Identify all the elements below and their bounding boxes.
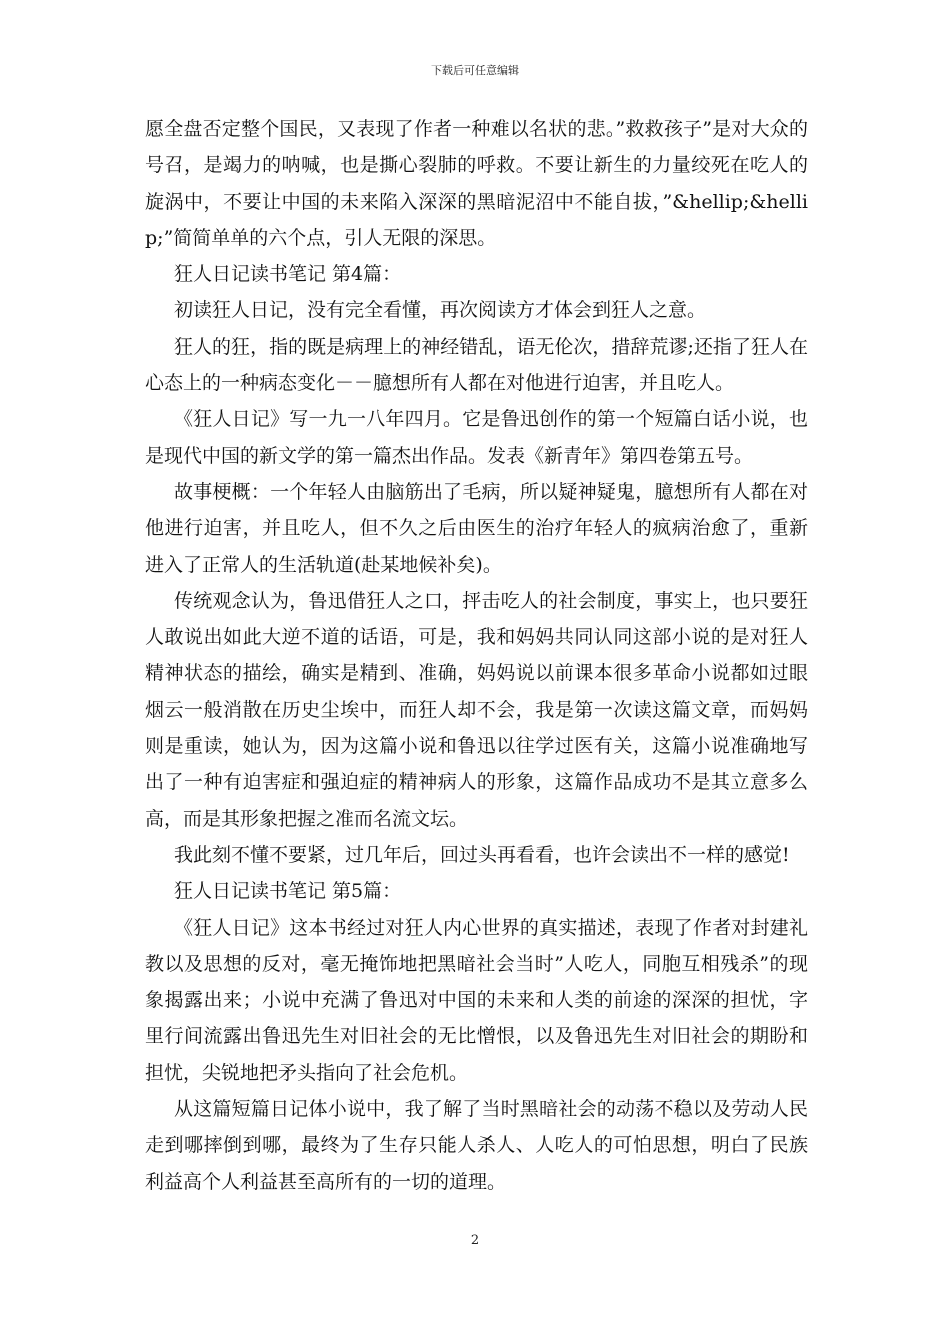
paragraph: 从这篇短篇日记体小说中，我了解了当时黑暗社会的动荡不稳以及劳动人民走到哪摔倒到哪，最终为了生存只能人杀人、人吃人的可怕思想，明白了民族利益高个人利益甚至高所有的一切的道理。 — [145, 1098, 808, 1193]
paragraph: 《狂人日记》写一九一八年四月。它是鲁迅创作的第一个短篇白话小说，也是现代中国的新文学的第一篇杰出作品。发表《新青年》第四卷第五号。 — [145, 408, 808, 467]
paragraph: 传统观念认为，鲁迅借狂人之口，抨击吃人的社会制度，事实上，也只要狂人敢说出如此大逆不道的话语，可是，我和妈妈共同认同这部小说的是对狂人精神状态的描绘，确实是精到、准确，妈妈说以前课本很多革命小说都如过眼烟云一般消散在历史尘埃中，而狂人却不会，我是第一次读这篇文章，而妈妈则是重读，她认为，因为这篇小说和鲁迅以往学过医有关，这篇小说准确地写出了一种有迫害症和强迫症的精神病人的形象，这篇作品成功不是其立意多么高，而是其形象把握之准而名流文坛。 — [145, 589, 808, 830]
paragraph: 我此刻不懂不要紧，过几年后，回过头再看看，也许会读出不一样的感觉! — [174, 843, 790, 866]
section-heading-4: 狂人日记读书笔记 第4篇： — [174, 263, 402, 286]
section-heading-5: 狂人日记读书笔记 第5篇： — [174, 880, 402, 903]
page-number: 2 — [470, 1233, 480, 1248]
paragraph: 狂人的狂，指的既是病理上的神经错乱，语无伦次，措辞荒谬;还指了狂人在心态上的一种病态变化－－臆想所有人都在对他进行迫害，并且吃人。 — [145, 335, 808, 395]
paragraph: 故事梗概：一个年轻人由脑筋出了毛病，所以疑神疑鬼，臆想所有人都在对他进行迫害，并且吃人，但不久之后由医生的治疗年轻人的疯病治愈了，重新进入了正常人的生活轨道(赴某地候补矣)。 — [145, 480, 808, 576]
document-body — [145, 111, 808, 1200]
paragraph-continuation: 愿全盘否定整个国民，又表现了作者一种难以名状的悲。”救救孩子”是对大众的号召，是竭力的呐喊，也是撕心裂肺的呼救。不要让新生的力量绞死在吃人的旋涡中，不要让中国的未来陷入深深的黑暗泥沼中不能自拔，”&hellip;&hellip;”简简单单的六个点，引人无限的深思。 — [145, 118, 808, 249]
page-header: 下载后可任意编辑 — [431, 64, 519, 77]
paragraph: 初读狂人日记，没有完全看懂，再次阅读方才体会到狂人之意。 — [174, 299, 707, 322]
paragraph: 《狂人日记》这本书经过对狂人内心世界的真实描述，表现了作者对封建礼教以及思想的反对，毫无掩饰地把黑暗社会当时”人吃人，同胞互相残杀”的现象揭露出来；小说中充满了鲁迅对中国的未来和人类的前途的深深的担忧，字里行间流露出鲁迅先生对旧社会的无比憎恨，以及鲁迅先生对旧社会的期盼和担忧，尖锐地把矛头指向了社会危机。 — [145, 916, 808, 1084]
